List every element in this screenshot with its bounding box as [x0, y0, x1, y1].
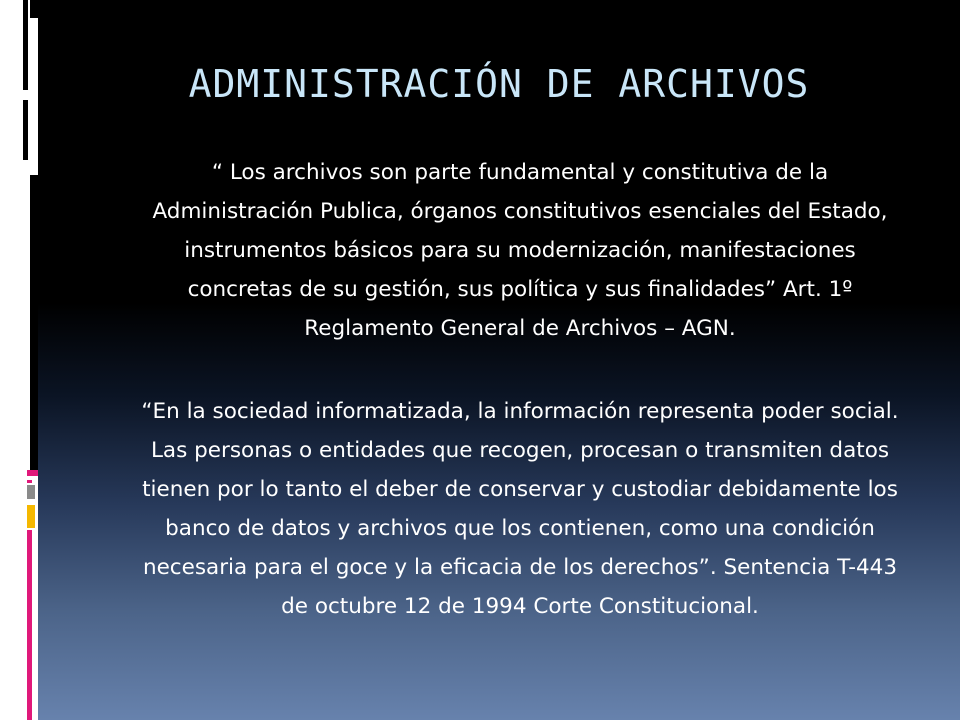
decorative-bar-black-mid — [23, 100, 28, 160]
decorative-bar-black-top — [23, 0, 28, 90]
decorative-bar-pink-short — [27, 470, 38, 476]
decorative-bar-gray — [27, 485, 35, 499]
decorative-bar-pink-left — [27, 480, 32, 483]
decorative-bar-black-low — [30, 175, 38, 475]
decorative-bar-pink-long — [27, 530, 32, 720]
quote-paragraph-sentencia: “En la sociedad informatizada, la información representa poder social. Las personas o entidades que recogen, procesan o transmiten datos tienen por lo tanto el deber de conservar y custodiar debidamente los banco de datos y archivos que los contienen, como una condición necesaria para el goce y la eficacia de los derechos”. Sentencia T-443 de octubre 12 de 1994 Corte Constitucional. — [141, 399, 899, 619]
slide-title: ADMINISTRACIÓN DE ARCHIVOS — [188, 62, 810, 106]
decorative-bar-yellow — [27, 505, 35, 528]
quote-paragraph-archivos: “ Los archivos son parte fundamental y constitutiva de la Administración Publica, órganos constitutivos esenciales del Estado, instrumentos básicos para su modernización, manifestaciones concretas de su gestión, sus política y sus finalidades” Art. 1º Reglamento General de Archivos – AGN. — [152, 160, 888, 341]
decorative-bar-black-upper — [30, 0, 38, 18]
